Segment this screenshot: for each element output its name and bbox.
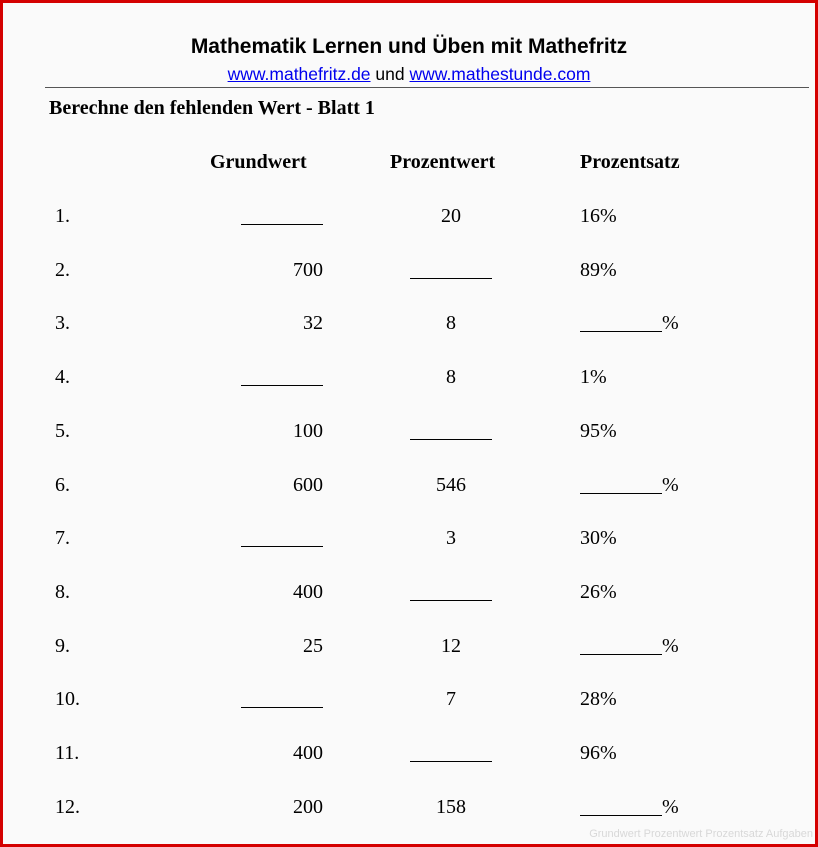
prozentwert-value: 3 <box>446 527 456 550</box>
answer-blank-line[interactable] <box>580 815 662 816</box>
grundwert-value: 25 <box>303 634 323 657</box>
prozentwert-blank[interactable] <box>391 577 511 607</box>
link-connector: und <box>375 64 405 84</box>
prozentsatz-value: 89% <box>580 258 617 281</box>
exercise-row <box>3 201 815 231</box>
exercise-number: 12. <box>55 795 80 818</box>
prozentsatz-value: 26% <box>580 580 617 603</box>
column-header-grundwert: Grundwert <box>210 151 307 173</box>
prozentsatz-blank[interactable] <box>580 308 740 338</box>
exercise-number: 2. <box>55 258 70 281</box>
answer-blank-line[interactable] <box>580 331 662 332</box>
mathefritz-link[interactable]: www.mathefritz.de <box>227 64 371 84</box>
prozentwert-value: 8 <box>446 366 456 389</box>
answer-blank-line[interactable] <box>410 761 492 762</box>
prozentsatz-value: 1% <box>580 366 607 389</box>
grundwert-value: 600 <box>293 473 323 496</box>
exercise-number: 8. <box>55 580 70 603</box>
prozentsatz-value: 96% <box>580 742 617 764</box>
exercise-number: 11. <box>55 742 80 764</box>
grundwert-blank[interactable] <box>203 684 323 714</box>
answer-blank-line[interactable] <box>580 493 662 494</box>
prozentsatz-value: 30% <box>580 527 617 550</box>
prozentsatz-blank[interactable] <box>580 470 740 500</box>
prozentwert-value: 20 <box>441 205 461 227</box>
exercise-row <box>3 470 815 500</box>
answer-blank-line[interactable] <box>580 654 662 655</box>
exercise-number: 9. <box>55 634 70 657</box>
percent-sign: % <box>662 634 679 657</box>
grundwert-blank[interactable] <box>203 201 323 231</box>
exercise-row <box>3 416 815 446</box>
grundwert-value: 200 <box>293 795 323 818</box>
answer-blank-line[interactable] <box>410 278 492 279</box>
prozentwert-value: 158 <box>436 795 466 818</box>
prozentwert-value: 7 <box>446 688 456 711</box>
exercise-row <box>3 362 815 392</box>
exercise-number: 3. <box>55 312 70 335</box>
prozentsatz-value: 16% <box>580 205 617 227</box>
header-title: Mathematik Lernen und Üben mit Mathefritz <box>190 35 628 58</box>
prozentsatz-value: 95% <box>580 419 617 442</box>
exercise-number: 4. <box>55 366 70 389</box>
exercise-row <box>3 255 815 285</box>
column-header-prozentwert: Prozentwert <box>390 151 496 173</box>
percent-sign: % <box>662 795 679 818</box>
exercise-number: 7. <box>55 527 70 550</box>
grundwert-blank[interactable] <box>203 523 323 553</box>
column-header-prozentsatz: Prozentsatz <box>580 151 680 173</box>
prozentsatz-value: 28% <box>580 688 617 711</box>
exercise-row <box>3 523 815 553</box>
prozentwert-blank[interactable] <box>391 738 511 768</box>
answer-blank-line[interactable] <box>410 439 492 440</box>
exercise-number: 1. <box>55 205 70 227</box>
grundwert-value: 32 <box>303 312 323 335</box>
sheet-title: Berechne den fehlenden Wert - Blatt 1 <box>49 97 375 119</box>
exercise-row <box>3 577 815 607</box>
grundwert-blank[interactable] <box>203 362 323 392</box>
grundwert-value: 100 <box>293 419 323 442</box>
exercise-number: 5. <box>55 419 70 442</box>
mathestunde-link[interactable]: www.mathestunde.com <box>409 64 591 84</box>
exercise-number: 6. <box>55 473 70 496</box>
answer-blank-line[interactable] <box>241 707 323 708</box>
exercise-row <box>3 792 815 822</box>
answer-blank-line[interactable] <box>241 385 323 386</box>
grundwert-value: 700 <box>293 258 323 281</box>
prozentsatz-blank[interactable] <box>580 792 740 822</box>
prozentsatz-blank[interactable] <box>580 631 740 661</box>
prozentwert-blank[interactable] <box>391 416 511 446</box>
prozentwert-value: 12 <box>441 634 461 657</box>
exercise-row <box>3 738 815 768</box>
answer-blank-line[interactable] <box>241 224 323 225</box>
percent-sign: % <box>662 473 679 496</box>
watermark: Grundwert Prozentwert Prozentsatz Aufgaben <box>589 828 813 840</box>
grundwert-value: 400 <box>293 742 323 764</box>
exercise-row <box>3 631 815 661</box>
exercise-number: 10. <box>55 688 80 711</box>
exercise-row <box>3 684 815 714</box>
exercise-row <box>3 308 815 338</box>
prozentwert-value: 8 <box>446 312 456 335</box>
answer-blank-line[interactable] <box>241 546 323 547</box>
percent-sign: % <box>662 312 679 335</box>
prozentwert-blank[interactable] <box>391 255 511 285</box>
grundwert-value: 400 <box>293 580 323 603</box>
answer-blank-line[interactable] <box>410 600 492 601</box>
exercise-rows <box>3 3 815 844</box>
prozentwert-value: 546 <box>436 473 466 496</box>
